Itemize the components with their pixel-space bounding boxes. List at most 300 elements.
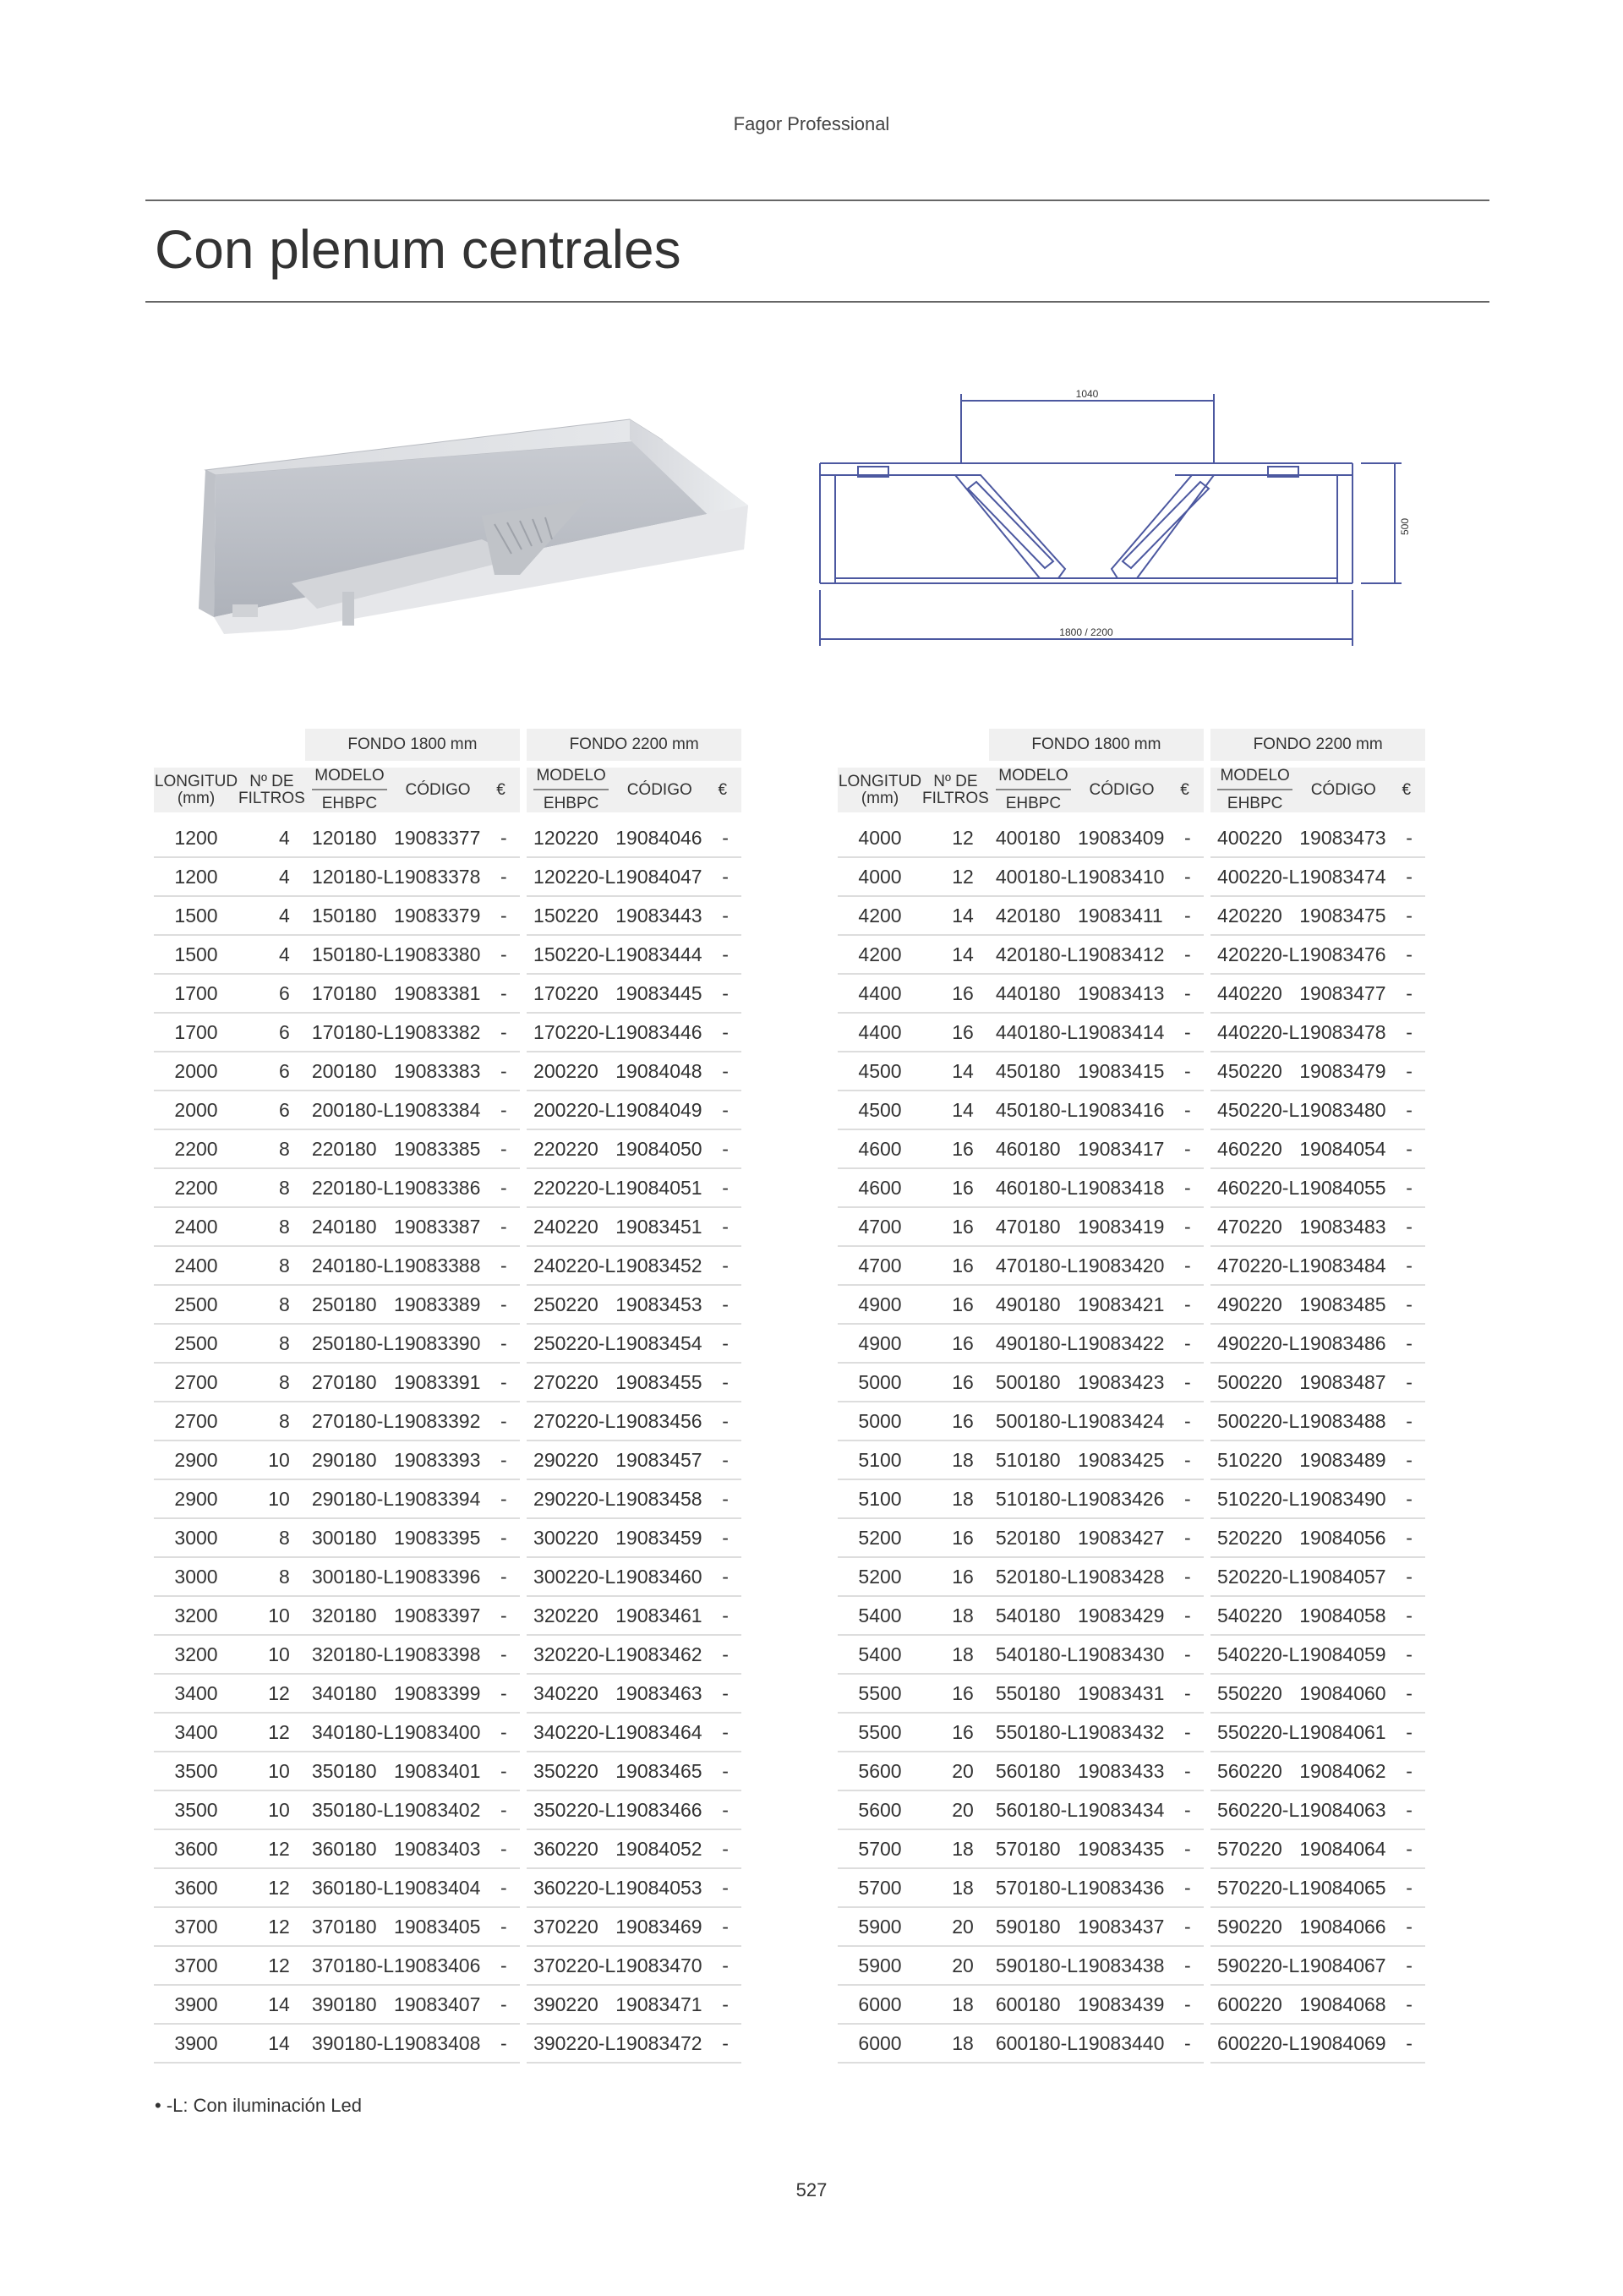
table-cell: - — [1166, 1791, 1204, 1830]
table-row — [154, 975, 741, 1014]
table-cell: - — [482, 1791, 520, 1830]
table-cell: 19083444 — [615, 936, 703, 975]
table-cell: - — [1387, 1558, 1425, 1597]
table-cell: 170220-L — [527, 1014, 615, 1052]
table-cell: 18 — [922, 1830, 989, 1869]
table-cell: 590180-L — [989, 1947, 1078, 1986]
table-cell: - — [1387, 1247, 1425, 1286]
table-cell: 220180-L — [305, 1169, 394, 1208]
table-cell: 19083488 — [1299, 1402, 1387, 1441]
table-cell: 3400 — [154, 1714, 238, 1752]
table-cell: 16 — [922, 1519, 989, 1558]
table-cell: - — [1387, 936, 1425, 975]
table-cell: 16 — [922, 1247, 989, 1286]
table-cell: 18 — [922, 1441, 989, 1480]
table-cell: 10 — [238, 1597, 305, 1636]
table-cell: 300220 — [527, 1519, 615, 1558]
table-cell: 370180 — [305, 1908, 394, 1947]
table-cell: - — [482, 1441, 520, 1480]
table-cell: 120220 — [527, 819, 615, 858]
table-cell: - — [703, 1986, 741, 2025]
table-row — [838, 1752, 1425, 1791]
table-cell: 19083439 — [1078, 1986, 1166, 2025]
table-cell: 19083419 — [1078, 1208, 1166, 1247]
table-cell: 19083436 — [1078, 1869, 1166, 1908]
table-cell: 8 — [238, 1364, 305, 1402]
table-row — [154, 1636, 741, 1675]
table-cell: 520180 — [989, 1519, 1078, 1558]
title-rule — [145, 301, 1489, 303]
table-cell: 4200 — [838, 897, 922, 936]
table-row — [154, 1986, 741, 2025]
table-cell: 19084065 — [1299, 1869, 1387, 1908]
table-row — [154, 1325, 741, 1364]
table-cell: 150180 — [305, 897, 394, 936]
table-cell: 19083466 — [615, 1791, 703, 1830]
table-cell: 19083446 — [615, 1014, 703, 1052]
table-cell: 560220-L — [1210, 1791, 1299, 1830]
col-codigo: CÓDIGO — [1078, 768, 1166, 812]
table-cell: 510180 — [989, 1441, 1078, 1480]
table-cell: - — [1166, 1325, 1204, 1364]
table-cell: 5700 — [838, 1869, 922, 1908]
table-cell: - — [1166, 1091, 1204, 1130]
table-cell: 19084069 — [1299, 2025, 1387, 2064]
group-fondo-1800: FONDO 1800 mm — [305, 729, 520, 761]
table-cell: 400180 — [989, 819, 1078, 858]
table-cell: 19083464 — [615, 1714, 703, 1752]
table-cell: - — [1166, 1402, 1204, 1441]
table-cell: 5200 — [838, 1519, 922, 1558]
table-cell: 20 — [922, 1752, 989, 1791]
table-cell: 560180 — [989, 1752, 1078, 1791]
table-cell: 19083402 — [394, 1791, 482, 1830]
table-cell: 19083414 — [1078, 1014, 1166, 1052]
table-cell: 270220 — [527, 1364, 615, 1402]
table-cell: 5900 — [838, 1947, 922, 1986]
table-cell: 550180 — [989, 1675, 1078, 1714]
table-cell: - — [1387, 819, 1425, 858]
table-cell: - — [1166, 1908, 1204, 1947]
table-cell: 550220-L — [1210, 1714, 1299, 1752]
table-cell: - — [703, 1480, 741, 1519]
table-cell: - — [482, 1597, 520, 1636]
table-cell: 19083434 — [1078, 1791, 1166, 1830]
table-cell: 19083385 — [394, 1130, 482, 1169]
table-cell: - — [1387, 1830, 1425, 1869]
table-cell: 590180 — [989, 1908, 1078, 1947]
table-cell: 450180 — [989, 1052, 1078, 1091]
table-cell: 19083427 — [1078, 1519, 1166, 1558]
table-cell: 4900 — [838, 1325, 922, 1364]
table-row — [154, 1791, 741, 1830]
table-cell: - — [1387, 1947, 1425, 1986]
table-cell: 570180 — [989, 1830, 1078, 1869]
table-cell: 19083392 — [394, 1402, 482, 1441]
table-cell: 420220-L — [1210, 936, 1299, 975]
table-row — [154, 1208, 741, 1247]
table-cell: - — [482, 1052, 520, 1091]
table-cell: 19083381 — [394, 975, 482, 1014]
table-cell: 8 — [238, 1286, 305, 1325]
table-cell: 19083437 — [1078, 1908, 1166, 1947]
table-row — [154, 2025, 741, 2064]
table-cell: 550180-L — [989, 1714, 1078, 1752]
table-cell: - — [482, 1869, 520, 1908]
table-cell: 19083399 — [394, 1675, 482, 1714]
table-cell: 5500 — [838, 1675, 922, 1714]
table-cell: - — [1387, 1286, 1425, 1325]
table-cell: 12 — [238, 1714, 305, 1752]
table-row — [838, 897, 1425, 936]
table-cell: - — [703, 1752, 741, 1791]
table-row — [838, 1869, 1425, 1908]
table-cell: 4400 — [838, 975, 922, 1014]
table-cell: - — [1387, 1675, 1425, 1714]
table-cell: 19084061 — [1299, 1714, 1387, 1752]
table-cell: 10 — [238, 1752, 305, 1791]
table-cell: - — [1387, 1014, 1425, 1052]
table-cell: - — [482, 1091, 520, 1130]
table-row — [154, 1052, 741, 1091]
table-cell: - — [703, 1714, 741, 1752]
table-cell: - — [482, 1986, 520, 2025]
group-fondo-1800: FONDO 1800 mm — [989, 729, 1204, 761]
table-cell: 390180 — [305, 1986, 394, 2025]
col-euro: € — [1387, 768, 1425, 812]
col-modelo: MODELO EHBPC — [305, 768, 394, 812]
table-cell: 420180 — [989, 897, 1078, 936]
table-row — [154, 1675, 741, 1714]
table-cell: 19083395 — [394, 1519, 482, 1558]
table-cell: 20 — [922, 1791, 989, 1830]
table-cell: 19084059 — [1299, 1636, 1387, 1675]
table-cell: - — [482, 1286, 520, 1325]
table-cell: 540180-L — [989, 1636, 1078, 1675]
table-row — [838, 1130, 1425, 1169]
table-cell: 420180-L — [989, 936, 1078, 975]
table-cell: 19084062 — [1299, 1752, 1387, 1791]
table-cell: - — [703, 819, 741, 858]
table-cell: 19083415 — [1078, 1052, 1166, 1091]
table-cell: 350180-L — [305, 1791, 394, 1830]
col-codigo: CÓDIGO — [1299, 768, 1387, 812]
table-cell: 19083484 — [1299, 1247, 1387, 1286]
table-cell: 440180 — [989, 975, 1078, 1014]
table-cell: 3600 — [154, 1830, 238, 1869]
table-cell: 6 — [238, 1052, 305, 1091]
price-table-right — [838, 729, 1425, 2064]
table-cell: 19083486 — [1299, 1325, 1387, 1364]
table-cell: 320220-L — [527, 1636, 615, 1675]
table-cell: - — [703, 1052, 741, 1091]
table-cell: 19084052 — [615, 1830, 703, 1869]
table-cell: 560220 — [1210, 1752, 1299, 1791]
table-cell: 590220 — [1210, 1908, 1299, 1947]
table-cell: 560180-L — [989, 1791, 1078, 1830]
table-cell: 460180 — [989, 1130, 1078, 1169]
table-cell: 3700 — [154, 1947, 238, 1986]
table-cell: 19083453 — [615, 1286, 703, 1325]
table-cell: 19083413 — [1078, 975, 1166, 1014]
group-fondo-2200: FONDO 2200 mm — [527, 729, 741, 761]
drawing-bottom-dim: 1800 / 2200 — [1059, 626, 1113, 638]
table-row — [838, 1675, 1425, 1714]
table-cell: 19083479 — [1299, 1052, 1387, 1091]
table-cell: - — [1387, 1791, 1425, 1830]
table-cell: 8 — [238, 1325, 305, 1364]
table-cell: 3600 — [154, 1869, 238, 1908]
table-cell: 10 — [238, 1441, 305, 1480]
table-cell: 19083487 — [1299, 1364, 1387, 1402]
table-cell: 4 — [238, 936, 305, 975]
table-cell: 3200 — [154, 1597, 238, 1636]
col-modelo: MODELO EHBPC — [989, 768, 1078, 812]
table-cell: 19083406 — [394, 1947, 482, 1986]
table-cell: 390180-L — [305, 2025, 394, 2064]
table-cell: - — [1166, 1597, 1204, 1636]
table-cell: 600220 — [1210, 1986, 1299, 2025]
table-cell: - — [1387, 1986, 1425, 2025]
table-row — [838, 1364, 1425, 1402]
table-cell: 12 — [238, 1947, 305, 1986]
table-row — [838, 1947, 1425, 1986]
table-row — [154, 1480, 741, 1519]
table-cell: 19083420 — [1078, 1247, 1166, 1286]
table-cell: 12 — [922, 819, 989, 858]
table-cell: 8 — [238, 1208, 305, 1247]
table-cell: 290220-L — [527, 1480, 615, 1519]
table-cell: 6 — [238, 975, 305, 1014]
table-cell: 250220-L — [527, 1325, 615, 1364]
table-row — [154, 1714, 741, 1752]
col-filtros: Nº DE FILTROS — [922, 768, 989, 812]
table-cell: 5000 — [838, 1364, 922, 1402]
table-cell: 570220 — [1210, 1830, 1299, 1869]
table-cell: 19083457 — [615, 1441, 703, 1480]
table-cell: - — [703, 1286, 741, 1325]
table-cell: 500220 — [1210, 1364, 1299, 1402]
table-cell: 19083473 — [1299, 819, 1387, 858]
table-cell: 18 — [922, 1636, 989, 1675]
table-cell: 19083433 — [1078, 1752, 1166, 1791]
table-cell: 550220 — [1210, 1675, 1299, 1714]
table-cell: 4500 — [838, 1091, 922, 1130]
table-cell: 16 — [922, 1364, 989, 1402]
table-cell: 14 — [238, 1986, 305, 2025]
table-cell: 340220-L — [527, 1714, 615, 1752]
table-cell: 19083416 — [1078, 1091, 1166, 1130]
table-cell: - — [703, 1402, 741, 1441]
table-row — [154, 1519, 741, 1558]
price-table-left — [154, 729, 741, 2064]
table-cell: 540220 — [1210, 1597, 1299, 1636]
table-cell: - — [703, 1830, 741, 1869]
table-row — [154, 1597, 741, 1636]
table-cell: 170220 — [527, 975, 615, 1014]
table-cell: 19083411 — [1078, 897, 1166, 936]
table-row — [838, 1247, 1425, 1286]
table-cell: 4600 — [838, 1169, 922, 1208]
table-cell: - — [703, 1636, 741, 1675]
table-cell: - — [1387, 1636, 1425, 1675]
table-cell: 270180-L — [305, 1402, 394, 1441]
table-cell: 490220-L — [1210, 1325, 1299, 1364]
table-cell: - — [1387, 1208, 1425, 1247]
table-cell: 460180-L — [989, 1169, 1078, 1208]
table-cell: 540180 — [989, 1597, 1078, 1636]
table-cell: 250180 — [305, 1286, 394, 1325]
table-cell: 19083423 — [1078, 1364, 1166, 1402]
table-cell: 600180-L — [989, 2025, 1078, 2064]
table-cell: - — [1387, 1869, 1425, 1908]
table-cell: 14 — [922, 1091, 989, 1130]
table-cell: 19083421 — [1078, 1286, 1166, 1325]
table-cell: 8 — [238, 1169, 305, 1208]
table-cell: 420220 — [1210, 897, 1299, 936]
col-longitud: LONGITUD (mm) — [838, 768, 922, 812]
table-cell: 19083379 — [394, 897, 482, 936]
table-cell: 19083480 — [1299, 1091, 1387, 1130]
table-row — [154, 1830, 741, 1869]
table-cell: - — [1387, 897, 1425, 936]
table-cell: 440220-L — [1210, 1014, 1299, 1052]
table-cell: - — [1387, 1364, 1425, 1402]
table-cell: 19083382 — [394, 1014, 482, 1052]
table-cell: 4 — [238, 897, 305, 936]
table-cell: 4500 — [838, 1052, 922, 1091]
table-cell: 270220-L — [527, 1402, 615, 1441]
table-cell: 19083455 — [615, 1364, 703, 1402]
table-cell: 4900 — [838, 1286, 922, 1325]
table-cell: - — [482, 1908, 520, 1947]
table-cell: 19083390 — [394, 1325, 482, 1364]
table-cell: 2900 — [154, 1441, 238, 1480]
table-cell: 12 — [238, 1830, 305, 1869]
table-row — [154, 936, 741, 975]
table-cell: - — [1166, 1947, 1204, 1986]
table-cell: 200220-L — [527, 1091, 615, 1130]
hood-photo — [190, 380, 765, 676]
table-row — [838, 1169, 1425, 1208]
table-cell: 16 — [922, 1130, 989, 1169]
table-cell: 120180 — [305, 819, 394, 858]
table-row — [838, 1558, 1425, 1597]
table-cell: - — [1166, 1519, 1204, 1558]
table-cell: 520220 — [1210, 1519, 1299, 1558]
table-cell: - — [1166, 1830, 1204, 1869]
table-cell: 4700 — [838, 1247, 922, 1286]
table-cell: 16 — [922, 1714, 989, 1752]
table-cell: - — [1166, 1364, 1204, 1402]
table-cell: 4 — [238, 858, 305, 897]
table-cell: 19083445 — [615, 975, 703, 1014]
table-cell: 19084047 — [615, 858, 703, 897]
col-modelo: MODELO EHBPC — [1210, 768, 1299, 812]
table-cell: 18 — [922, 1480, 989, 1519]
table-cell: - — [482, 1402, 520, 1441]
table-cell: 19083443 — [615, 897, 703, 936]
table-row — [154, 1558, 741, 1597]
table-cell: 19084050 — [615, 1130, 703, 1169]
table-cell: 3900 — [154, 1986, 238, 2025]
table-cell: 8 — [238, 1130, 305, 1169]
table-cell: 1700 — [154, 1014, 238, 1052]
table-cell: - — [482, 897, 520, 936]
table-cell: - — [703, 1325, 741, 1364]
table-row — [838, 858, 1425, 897]
table-cell: 20 — [922, 1908, 989, 1947]
table-cell: 520180-L — [989, 1558, 1078, 1597]
table-cell: - — [703, 1597, 741, 1636]
table-cell: - — [703, 1091, 741, 1130]
table-cell: - — [1387, 1091, 1425, 1130]
table-cell: 220180 — [305, 1130, 394, 1169]
table-cell: - — [703, 1247, 741, 1286]
table-cell: - — [703, 1130, 741, 1169]
col-longitud: LONGITUD (mm) — [154, 768, 238, 812]
table-cell: 400180-L — [989, 858, 1078, 897]
table-cell: - — [482, 1208, 520, 1247]
table-cell: 19083438 — [1078, 1947, 1166, 1986]
table-cell: 16 — [922, 1286, 989, 1325]
table-cell: - — [1387, 1597, 1425, 1636]
table-cell: 3900 — [154, 2025, 238, 2064]
table-cell: - — [703, 1169, 741, 1208]
table-cell: - — [703, 1675, 741, 1714]
table-row — [154, 1014, 741, 1052]
table-row — [154, 819, 741, 858]
table-cell: 6000 — [838, 1986, 922, 2025]
table-cell: 1500 — [154, 936, 238, 975]
table-cell: - — [1166, 1714, 1204, 1752]
table-cell: 19083454 — [615, 1325, 703, 1364]
table-cell: 19083428 — [1078, 1558, 1166, 1597]
table-cell: 200180 — [305, 1052, 394, 1091]
table-cell: 19083478 — [1299, 1014, 1387, 1052]
table-row — [838, 1014, 1425, 1052]
table-cell: 19083483 — [1299, 1208, 1387, 1247]
footnote: • -L: Con iluminación Led — [155, 2095, 362, 2116]
table-cell: 14 — [238, 2025, 305, 2064]
table-cell: 350180 — [305, 1752, 394, 1791]
table-cell: 16 — [922, 1208, 989, 1247]
table-row — [154, 1169, 741, 1208]
table-cell: 19083378 — [394, 858, 482, 897]
table-cell: 4200 — [838, 936, 922, 975]
table-cell: - — [1166, 1014, 1204, 1052]
table-cell: - — [482, 1830, 520, 1869]
table-cell: 2500 — [154, 1325, 238, 1364]
table-cell: 19083418 — [1078, 1169, 1166, 1208]
table-cell: 470220-L — [1210, 1247, 1299, 1286]
table-cell: - — [703, 936, 741, 975]
table-cell: 19083476 — [1299, 936, 1387, 975]
table-cell: 150180-L — [305, 936, 394, 975]
table-cell: - — [1166, 936, 1204, 975]
table-cell: 19083474 — [1299, 858, 1387, 897]
table-cell: 5400 — [838, 1636, 922, 1675]
table-cell: - — [1166, 1208, 1204, 1247]
table-cell: - — [482, 858, 520, 897]
table-cell: - — [482, 1752, 520, 1791]
col-codigo: CÓDIGO — [394, 768, 482, 812]
table-cell: 18 — [922, 2025, 989, 2064]
table-cell: 4700 — [838, 1208, 922, 1247]
table-cell: 240180 — [305, 1208, 394, 1247]
table-cell: 360180 — [305, 1830, 394, 1869]
table-cell: 590220-L — [1210, 1947, 1299, 1986]
